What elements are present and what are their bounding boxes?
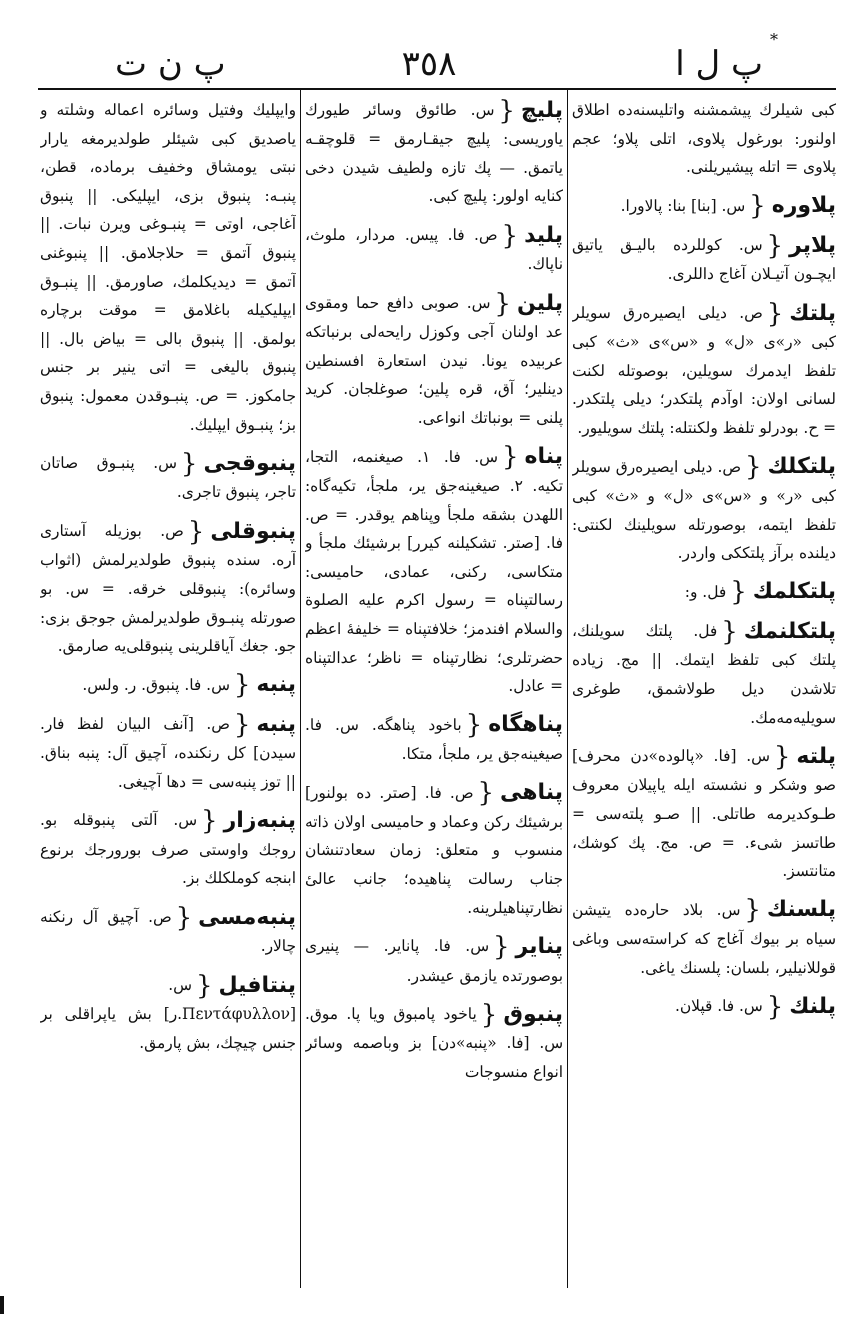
entry-gloss: فل. و: [684,582,727,601]
column-divider-right [567,90,568,1288]
column-right [572,96,836,1288]
dictionary-entry [572,896,836,982]
entry-gloss: س. آلتی پنبوقله بو. روجك واوستی صرف بورورجك برنوع ابنجه كوملكلك بز. [40,811,296,888]
entry-gloss: س. فا. قپلان. [674,997,763,1016]
scan-margin-mark [0,1296,4,1314]
entry-gloss: فل. پلتك سویلنك، پلتك كبی تلفظ ایتمك. || مج. زیاده تلاشدن دیل طولاشمق، طوغری سویلیه‌مه‌مك. [572,622,836,727]
entry-headword: پلاپر [789,232,836,258]
column-left [40,96,296,1288]
corner-mark: * [770,30,778,49]
brace-mark: { [501,220,519,251]
entry-gloss: یاخود پامبوق ویا پا. موق. س. [فا. «پنبه»دن] بز وباصمه وسائر انواع منسوجات [305,1005,563,1082]
dictionary-entry [572,578,836,607]
entry-headword: پلته [796,743,836,769]
header-rule [38,88,836,90]
dictionary-entry [40,806,296,892]
entry-headword: پناهگاه [488,712,563,738]
entry-headword: پلید [524,222,563,248]
brace-mark: { [498,96,515,126]
entry-headword: پنایر [515,933,563,959]
dictionary-entry [572,231,836,289]
dictionary-entry [40,903,296,961]
entry-headword: پلنك [789,993,836,1019]
entry-gloss: س. [فا. «پالوده»دن محرف] صو وشكر و نشسته ایله یاپیلان معروف طـوكدیرمه طاتلی. || صـو پلته‌سی = طاتسز شیء. = ص. مج. پك كوشك، متانتسز. [572,747,836,881]
brace-mark: { [730,577,747,608]
brace-mark: { [749,191,766,222]
entry-headword: پلین [516,290,563,316]
entry-gloss: وایپلیك وفتیل وسائره اعماله وشلته و یاصدیق كبی شیئلر طولدیرمغه یارار نبتی یومشاق وخفیف برماده، قطن، پنبـه: پنبوق بزی، ایپلیكی. || پنبوق آغاجی، اوتی = پنبـوغی ویرن نبات. || پنبوق آتمق = حلاجلامق. || پنبوغنی آتمق = دیدیكلمك، صاورمق. || پنبـوق ایپلیكیله باغلامق = موقت برچاره بولمق. || پنبوق بالی = بیاض بال. || پنبوق بالیغی = اتی ینیر بر جنس جامكوز. = ص. پنبـوقدن معمول: پنبوق بز؛ پنبـوق ایپلیك. [40,101,296,434]
dictionary-entry [305,779,563,923]
entry-headword: پنبوقجی [203,450,296,476]
dictionary-entry [40,517,296,661]
entry-gloss: س. فا. پانایر. — پنیری بوصورتده یازمق عیشدر. [305,937,563,985]
entry-gloss: س. [بنا] بنا: پالاورا. [620,196,746,215]
entry-headword: پلسنك [766,897,836,923]
entry-gloss: كبی شیلرك پیشمشنه واتلیسنه‌ده اطلاق اولنور: بورغول پلاوی، اتلی پلاو؛ عجم پلاوی = اتله پیشیریلنی. [572,101,836,177]
dictionary-entry [305,711,563,769]
brace-mark: { [721,616,738,647]
dictionary-entry [40,710,296,796]
dictionary-entry [572,299,836,443]
brace-mark: { [766,298,784,329]
page-number: ٣٥٨ [401,44,457,84]
entry-gloss: س. طائوق وسائر طیورك یاوریسی: پلیچ جیقـارمق = قلوچقـه یاتمق. — پك تازه ولطیف شیدن دخی كنایه اولور: پلیچ كبی. [305,101,563,206]
entry-gloss: س. فا. ١. صیغنمه، التجا، تكیه. ٢. صیغینه‌جق یر، ملجأ، تكیه‌گاه: اللهدن بشقه ملجأ وپناهم یوقدر. = ص. فا. [صتر. تشكیلنه كیرر] برشیئك ملجأ و متكاسی، ركنی، عمادی، حامیسی: رسالتپناه = رسول اكرم علیه الصلوة والسلام افندمز؛ خلافتپناه = خلیفهٔ اعظم حضرتلری؛ نظارتپناه = ناظر؛ عدالتپناه = عادل. [305,447,563,696]
entry-headword: پنتافیل [218,972,296,998]
brace-mark: { [744,895,761,926]
entry-gloss: باخود پناهگه. س. فا. صیغینه‌جق یر، ملجأ، متكا. [305,715,563,763]
page-header [40,40,818,86]
brace-mark: { [233,709,251,740]
dictionary-entry [40,449,296,507]
entry-headword: پلتك [789,300,836,326]
entry-headword: پنبه [256,711,296,737]
entry-gloss: س. فا. پنبوق. ر. ولس. [82,675,230,694]
brace-mark: { [501,442,519,473]
header-section-letters-left: پ ن ت [115,44,226,84]
dictionary-entry [572,192,836,221]
entry-gloss: ص. آچیق آل رنكنه چالار. [40,907,296,956]
entry-headword: پلاوره [771,193,836,219]
brace-mark: { [766,230,784,261]
dictionary-entry [40,671,296,700]
entry-headword: پناه [524,444,563,470]
column-middle [305,96,563,1288]
brace-mark: { [494,288,511,319]
entry-headword: پنبه‌مسی [198,904,296,930]
brace-mark: { [233,670,251,701]
entry-headword: پنبوقلی [210,518,296,544]
dictionary-entry [572,453,836,568]
brace-mark: { [773,741,791,772]
brace-mark: { [201,806,218,837]
entry-gloss: س. كوللرده بالیـق یاتیق ایچـون آتیـلان آغاج داللری. [572,236,836,284]
entry-gloss: ص. بوزیله آستاری آره. سنده پنبوق طولدیرلمش (اثواب وسائره): پنبوقلی خرقه. = س. بو صورتله پنبـوق طولدیرلمش جوجق بزی: جو. جغك آیاقلرینی پنبوقلی‌یه صارمق. [40,522,296,656]
dictionary-entry [305,289,563,433]
dictionary-entry [305,96,563,211]
dictionary-entry [305,1000,563,1086]
brace-mark: { [465,710,483,741]
entry-gloss: ص. فا. [صتر. ده بولنور] برشیئك ركن وعماد و حامیسی اولان ذاته منسوب و متعلق: زمان سعادتنشان جناب رسالت پناهیده؛ جانب عالیٔ نظارتپناهیلرینه. [305,783,563,917]
header-section-letters-right: پ ل ا [675,44,763,84]
entry-headword: پلتكلك [767,454,836,480]
entry-gloss: ص. [آنف البیان لفظ فار. سیدن] كل رنكنده، آچیق آل: پنبه بناق. || توز پنبه‌سی = دها آچیغی. [40,714,296,791]
entry-headword: پناهی [499,780,563,806]
brace-mark: { [744,452,762,483]
entry-headword: پلتكلنمك [743,618,836,644]
brace-mark: { [187,516,205,547]
entry-gloss: س. بلاد حاره‌ده یتیشن سیاه بر بیوك آغاج كه كراسته‌سی وباغی قوللانیلیر، بلسان: پلسنك یاغی. [572,900,836,977]
entry-gloss: س. صوبی دافع حما ومقوی عد اولنان آجی وكوزل رایحه‌لی برنباتكه عربیده یونا. نیدن استعارة افسنطین دینلیر؛ آق، قره پلین؛ صوغلجان. كرید پلنی = بونباتك انواعی. [305,293,563,428]
continued-entry [572,96,836,182]
entry-headword: پلیچ [520,97,563,123]
brace-mark: { [180,448,198,479]
dictionary-entry [572,992,836,1021]
entry-headword: پنبه‌زار [223,808,296,834]
brace-mark: { [175,902,193,933]
brace-mark: { [493,931,510,962]
dictionary-entry [572,742,836,886]
entry-headword: پلتكلمك [752,579,836,605]
dictionary-entry [305,443,563,701]
brace-mark: { [477,778,494,809]
entry-gloss: ص. دیلی ایصیره‌رق سویلر كبی «ر»ی «ل» و «س»ی «ث» كبی تلفظ ایدمرك سویلین، بوصوتله لكنت لسانی اولان: اوآدم پلتكدر؛ دیلی پلتكدر. = ح. بودرلو تلفظ ولكنتله: پلتك سویلیور. [572,303,836,438]
dictionary-entry [572,617,836,732]
entry-gloss: س. پنبـوق صاتان تاجر، پنبوق تاجری. [40,454,296,502]
entry-gloss: س. ‎[Πεντάφυλλον.ر‎] بش یاپراقلی بر جنس چیچك، بش پارمق. [40,975,296,1052]
brace-mark: { [480,999,498,1030]
continued-entry [40,96,296,439]
dictionary-entry [305,221,563,279]
entry-gloss: ص. دیلی ایصیره‌رق سویلر كبی «ر» و «س»ی «ل» و «ث» كبی تلفظ ایتمه، بوصورتله سویلینك لكنتی: دیلنده برآز پلتككی واردر. [572,457,836,563]
entry-gloss: ص. فا. پیس. مردار، ملوث، ناپاك. [305,226,563,274]
brace-mark: { [766,991,784,1022]
dictionary-entry [40,971,296,1057]
entry-headword: پنبه [256,672,296,698]
dictionary-entry [305,932,563,990]
entry-headword: پنبوق [503,1001,563,1027]
brace-mark: { [195,970,213,1001]
column-divider-left [300,90,301,1288]
